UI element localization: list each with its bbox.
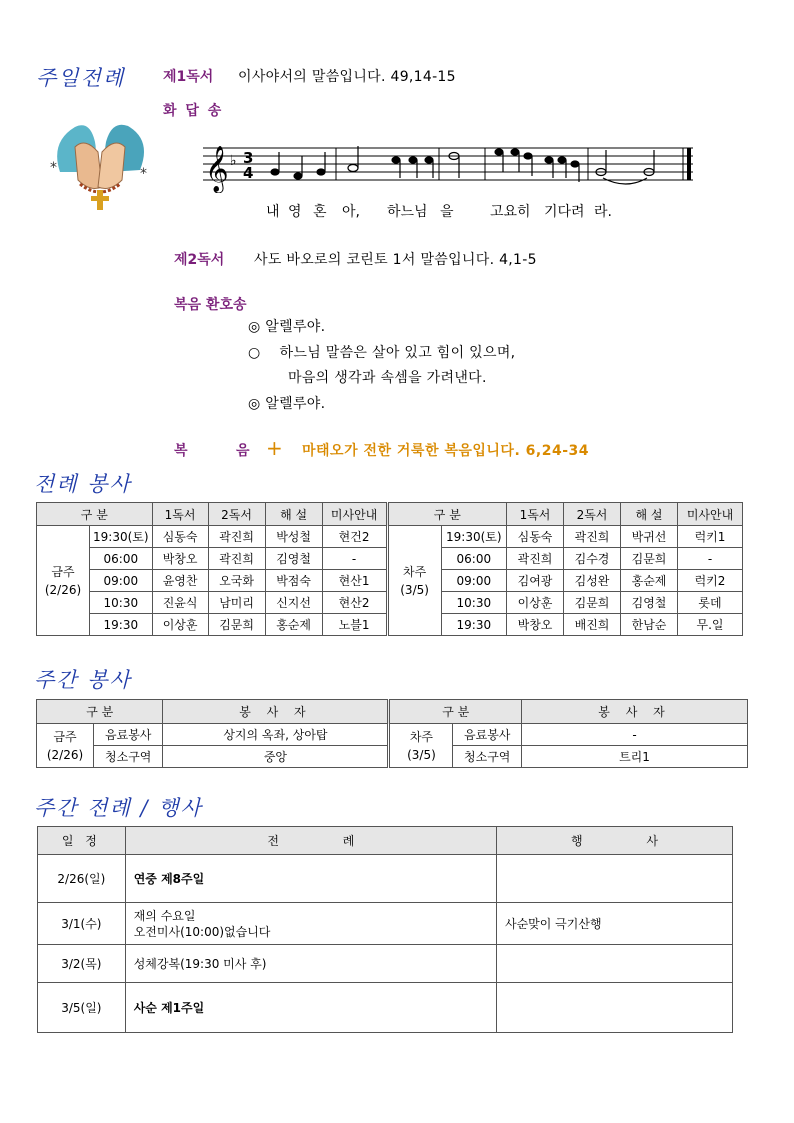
cell: 곽진희 <box>208 526 265 548</box>
date-cell: 3/2(목) <box>38 945 126 983</box>
col-header: 1독서 <box>507 503 564 526</box>
date-cell: 3/5(일) <box>38 983 126 1033</box>
svg-text:3: 3 <box>243 149 254 167</box>
col-header: 구 분 <box>387 503 506 526</box>
cell: 김수경 <box>564 548 621 570</box>
next-week-cell <box>389 724 453 768</box>
cell: 음료봉사 <box>94 724 163 746</box>
time-cell: 19:30 <box>90 614 153 636</box>
col-header: 구 분 <box>37 700 163 724</box>
lyric-word: 아, <box>342 204 360 220</box>
col-header: 2독서 <box>208 503 265 526</box>
event-cell <box>496 983 732 1033</box>
cell: 중앙 <box>163 746 389 768</box>
second-reading-text: 사도 바오로의 코린토 1서 말씀입니다. 4,1-5 <box>254 252 537 268</box>
acclamation-line-1 <box>248 316 325 336</box>
first-reading-label: 제1독서 <box>163 69 214 85</box>
section-title-weekly-events: 주간 전례 / 행사 <box>34 796 203 820</box>
second-reading-label: 제2독서 <box>174 252 225 268</box>
svg-text:𝄞: 𝄞 <box>205 146 229 192</box>
cell: 박귀선 <box>621 526 678 548</box>
liturgy-line: 오전미사(10:00)없습니다 <box>133 924 271 939</box>
weekly-service-table <box>36 699 748 768</box>
cell: 곽진희 <box>208 548 265 570</box>
col-header: 전 례 <box>125 827 496 855</box>
cell: 김문희 <box>621 548 678 570</box>
liturgy-service-table <box>36 502 743 636</box>
this-week-cell <box>37 526 90 636</box>
lyric-word: 을 <box>440 204 454 220</box>
col-header: 행 사 <box>496 827 732 855</box>
cell: 트리1 <box>522 746 748 768</box>
col-header: 미사안내 <box>678 503 743 526</box>
cell: 오국화 <box>208 570 265 592</box>
weekly-events-table <box>37 826 733 1033</box>
gospel-label-1: 복 <box>174 443 188 459</box>
svg-text:♭: ♭ <box>230 153 237 169</box>
first-reading-text: 이사야서의 말씀입니다. 49,14-15 <box>238 69 456 85</box>
table-row <box>37 526 743 548</box>
cell: 김영철 <box>621 592 678 614</box>
cell: 청소구역 <box>453 746 522 768</box>
gospel-label-2: 음 <box>236 443 250 459</box>
week-label: 금주 <box>53 729 77 744</box>
lyric-word: 영 <box>288 204 302 220</box>
cell: 롯데 <box>678 592 743 614</box>
table-row <box>38 855 733 903</box>
cell: 박성철 <box>265 526 322 548</box>
time-cell: 06:00 <box>441 548 506 570</box>
col-header: 해 설 <box>265 503 322 526</box>
time-cell: 19:30(토) <box>441 526 506 548</box>
col-header: 2독서 <box>564 503 621 526</box>
svg-text:*: * <box>140 166 147 182</box>
psalm-music-staff <box>203 138 698 193</box>
cell: 노블1 <box>322 614 387 636</box>
cell: - <box>322 548 387 570</box>
lyric-word: 내 <box>266 204 280 220</box>
cell: 신지선 <box>265 592 322 614</box>
next-week-cell <box>387 526 441 636</box>
psalm-label: 화 답 송 <box>163 103 224 119</box>
table-header-row <box>37 503 743 526</box>
gospel-text: 마태오가 전한 거룩한 복음입니다. 6,24-34 <box>302 443 589 459</box>
cell: 곽진희 <box>564 526 621 548</box>
cell: 청소구역 <box>94 746 163 768</box>
cell: 럭키1 <box>678 526 743 548</box>
gospel-cross-icon: + <box>266 436 283 460</box>
table-row <box>38 983 733 1033</box>
acclamation-mark: ○ <box>248 345 261 361</box>
week-date: (3/5) <box>400 582 429 597</box>
col-header: 구 분 <box>389 700 522 724</box>
acclamation-text: 하느님 말씀은 살아 있고 힘이 있으며, <box>279 345 516 361</box>
cell: 박점숙 <box>265 570 322 592</box>
cell: 배진희 <box>564 614 621 636</box>
week-date: (2/26) <box>46 747 84 762</box>
acclamation-text: 알렐루야. <box>265 319 326 335</box>
col-header: 구 분 <box>37 503 153 526</box>
cell: 무.일 <box>678 614 743 636</box>
cell: 박창오 <box>507 614 564 636</box>
time-cell: 10:30 <box>441 592 506 614</box>
acclamation-text: 알렐루야. <box>265 396 326 412</box>
week-label: 차주 <box>403 564 427 579</box>
lyric-word: 고요히 <box>490 204 531 220</box>
event-cell: 사순맞이 극기산행 <box>496 903 732 945</box>
table-row <box>38 945 733 983</box>
svg-text:*: * <box>50 160 57 176</box>
cell: 현산1 <box>322 570 387 592</box>
cell: 홍순제 <box>621 570 678 592</box>
this-week-cell <box>37 724 94 768</box>
col-header: 봉 사 자 <box>163 700 389 724</box>
cell: 심동숙 <box>152 526 208 548</box>
week-label: 차주 <box>409 729 434 744</box>
svg-text:4: 4 <box>243 164 254 182</box>
cell: - <box>678 548 743 570</box>
time-cell: 10:30 <box>90 592 153 614</box>
liturgy-cell: 성체강복(19:30 미사 후) <box>125 945 496 983</box>
col-header: 봉 사 자 <box>522 700 748 724</box>
table-row <box>37 724 748 746</box>
cell: - <box>522 724 748 746</box>
lyric-word: 라. <box>594 204 612 220</box>
table-row <box>38 903 733 945</box>
table-header-row <box>37 700 748 724</box>
cell: 김문희 <box>208 614 265 636</box>
acclamation-line-3 <box>288 367 487 387</box>
section-title-mass: 주일전례 <box>36 66 126 90</box>
table-header-row <box>38 827 733 855</box>
cell: 윤영찬 <box>152 570 208 592</box>
time-cell: 09:00 <box>90 570 153 592</box>
acclamation-label: 복음 환호송 <box>174 297 247 313</box>
cell: 진윤식 <box>152 592 208 614</box>
cell: 현건2 <box>322 526 387 548</box>
cell: 한남순 <box>621 614 678 636</box>
acclamation-line-4 <box>248 393 325 413</box>
time-cell: 19:30(토) <box>90 526 153 548</box>
liturgy-cell: 연중 제8주일 <box>125 855 496 903</box>
col-header: 미사안내 <box>322 503 387 526</box>
event-cell <box>496 945 732 983</box>
date-cell: 3/1(수) <box>38 903 126 945</box>
cell: 럭키2 <box>678 570 743 592</box>
col-header: 일 정 <box>38 827 126 855</box>
cell: 김성완 <box>564 570 621 592</box>
acclamation-mark: ◎ <box>248 319 261 335</box>
time-cell: 09:00 <box>441 570 506 592</box>
cell: 남미리 <box>208 592 265 614</box>
cell: 음료봉사 <box>453 724 522 746</box>
cell: 김문희 <box>564 592 621 614</box>
cell: 곽진희 <box>507 548 564 570</box>
lyric-word: 혼 <box>313 204 327 220</box>
section-title-weekly-service: 주간 봉사 <box>34 668 132 692</box>
acclamation-line-2 <box>248 342 515 362</box>
cell: 상지의 옥좌, 상아탑 <box>163 724 389 746</box>
cell: 심동숙 <box>507 526 564 548</box>
cell: 김여광 <box>507 570 564 592</box>
week-label: 금주 <box>51 564 75 579</box>
cell: 현산2 <box>322 592 387 614</box>
time-cell: 19:30 <box>441 614 506 636</box>
cell: 김영철 <box>265 548 322 570</box>
col-header: 1독서 <box>152 503 208 526</box>
week-date: (3/5) <box>407 747 436 762</box>
acclamation-text: 마음의 생각과 속셈을 가려낸다. <box>288 370 487 386</box>
event-cell <box>496 855 732 903</box>
acclamation-mark: ◎ <box>248 396 261 412</box>
col-header: 해 설 <box>621 503 678 526</box>
cell: 이상훈 <box>152 614 208 636</box>
psalm-lyrics <box>0 201 794 221</box>
week-date: (2/26) <box>44 582 82 597</box>
cell: 박창오 <box>152 548 208 570</box>
cell: 홍순제 <box>265 614 322 636</box>
lyric-word: 하느님 <box>387 204 428 220</box>
liturgy-line: 재의 수요일 <box>133 908 196 923</box>
liturgy-cell: 사순 제1주일 <box>125 983 496 1033</box>
time-cell: 06:00 <box>90 548 153 570</box>
date-cell: 2/26(일) <box>38 855 126 903</box>
cell: 이상훈 <box>507 592 564 614</box>
section-title-liturgy-service: 전례 봉사 <box>34 472 132 496</box>
liturgy-cell <box>125 903 496 945</box>
lyric-word: 기다려 <box>544 204 585 220</box>
